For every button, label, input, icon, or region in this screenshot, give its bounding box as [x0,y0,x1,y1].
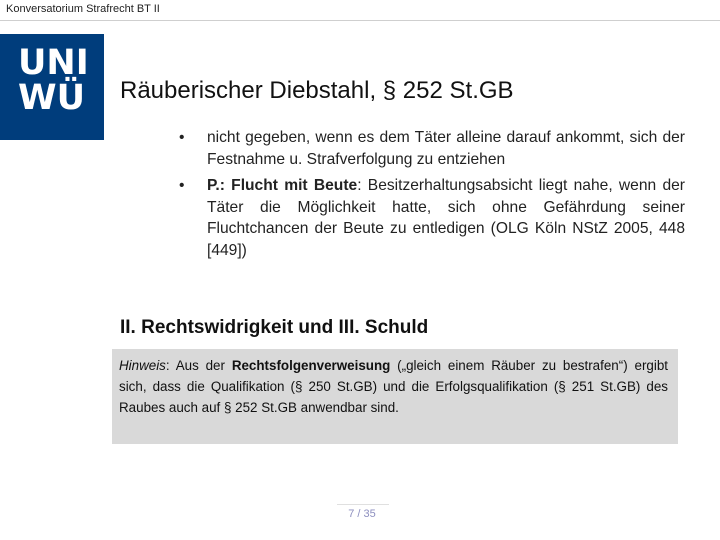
bullet-list [175,127,685,266]
bullet-icon: • [179,177,185,194]
logo-line-2: WÜ [18,78,86,118]
university-logo [0,34,104,140]
header-divider [0,20,720,21]
bullet-bold-lead: P.: Flucht mit Beute [207,177,358,194]
note-post: („gleich einem Räuber zu bestrafen“) ergibt sich, dass die Qualifikation (§ 250 St.GB) und die Erfolgsqualifikation (§ 251 St.GB) des Raubes auch auf § 252 St.GB anwendbar sind. [119,358,668,415]
bullet-icon: • [179,129,185,146]
bullet-text: nicht gegeben, wenn es dem Täter alleine darauf ankommt, sich der Festnahme u. Strafverfolgung zu entziehen [207,129,685,168]
page-number: 7 / 35 [348,508,376,520]
slide-header [0,0,720,22]
note-box [112,349,678,444]
bullet-text: : Besitzerhaltungsabsicht liegt nahe, wenn der Täter die Möglichkeit hatte, sich ohne Gefährdung seiner Fluchtchancen der Beute zu entledigen (OLG Köln NStZ 2005, 448 [449]) [207,177,685,259]
note-bold-term: Rechtsfolgenverweisung [231,358,391,373]
note-pre: : Aus der [165,358,232,373]
course-title: Konversatorium Strafrecht BT II [6,3,160,15]
section-heading: II. Rechtswidrigkeit und III. Schuld [120,317,429,338]
slide-title: Räuberischer Diebstahl, § 252 St.GB [120,77,514,104]
footer-divider [337,504,389,505]
logo-line-1: UNI [18,43,89,83]
bullet-item [175,175,685,261]
note-label: Hinweis [119,358,166,373]
note-text [112,349,678,418]
bullet-item [175,127,685,170]
